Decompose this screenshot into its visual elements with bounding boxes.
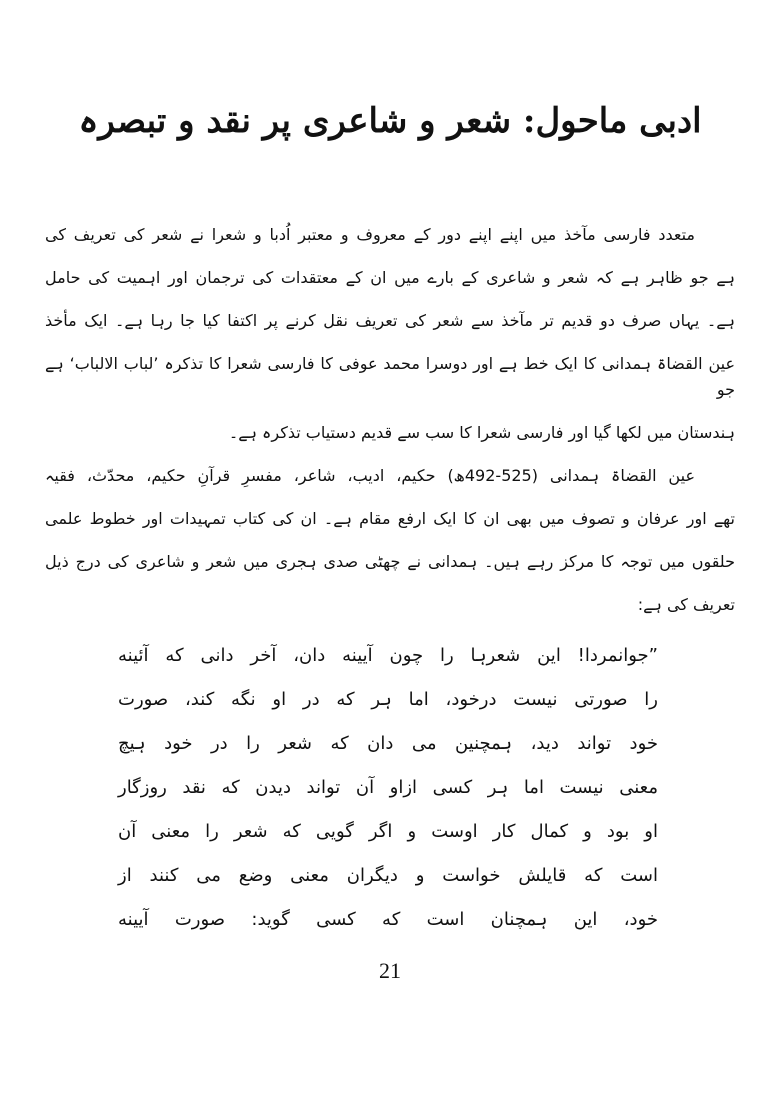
page-number: 21	[379, 958, 401, 983]
text-line: ہے۔ یہاں صرف دو قدیم تر مآخذ سے شعر کی تعریف نقل کرنے پر اکتفا کیا جا رہا ہے۔ ایک مأخذ	[45, 311, 735, 330]
persian-quote	[118, 642, 658, 934]
text-line: تھے اور عرفان و تصوف میں بھی ان کا ایک ارفع مقام ہے۔ ان کی کتاب تمہیدات اور خطوط علمی	[45, 509, 735, 528]
page-title: ادبی ماحول: شعر و شاعری پر نقد و تبصرہ	[78, 101, 702, 141]
text-line: ہے جو ظاہر ہے کہ شعر و شاعری کے بارے میں ان کے معتقدات کی ترجمان اور اہمیت کی حامل	[45, 268, 735, 287]
paragraph-1	[45, 222, 735, 446]
quote-line: او بود و کمال کار اوست و اگر گویی که شعر را معنی آن	[118, 821, 658, 842]
quote-line: خود تواند دید، ہمچنین می دان که شعر را در خود ہیچ	[118, 733, 658, 754]
paragraph-2	[45, 463, 735, 618]
text-line: تعریف کی ہے:	[637, 595, 735, 614]
text-line: عین القضاۃ ہمدانی کا ایک خط ہے اور دوسرا محمد عوفی کا فارسی شعرا کا تذکرہ ’لباب الالباب‘ ہے جو	[45, 354, 735, 399]
quote-line: را صورتی نیست درخود، اما ہر که در او نگه کند، صورت	[118, 689, 658, 710]
text-line: حلقوں میں توجہ کا مرکز رہے ہیں۔ ہمدانی نے چھٹی صدی ہجری میں شعر و شاعری کی درج ذیل	[45, 552, 735, 571]
text-line: عین القضاۃ ہمدانی (525-492ھ) حکیم، ادیب، شاعر، مفسرِ قرآنِ حکیم، محدّث، فقیہ	[45, 466, 695, 485]
quote-line: است که قایلش خواست و دیگران معنی وضع می کنند از	[118, 865, 658, 886]
quote-line: ”جوانمردا! این شعرہا را چون آیینه دان، آخر دانی که آئینه	[118, 645, 658, 666]
quote-line: معنی نیست اما ہر کسی ازاو آن تواند دیدن که نقد روزگار	[118, 777, 658, 798]
text-line: ہندستان میں لکھا گیا اور فارسی شعرا کا سب سے قدیم دستیاب تذکرہ ہے۔	[228, 423, 735, 442]
text-line: متعدد فارسی مآخذ میں اپنے اپنے دور کے معروف و معتبر اُدبا و شعرا نے شعر کی تعریف کی	[45, 225, 695, 244]
quote-line: خود، این ہمچنان است که کسی گوید: صورت آیینه	[118, 909, 658, 930]
